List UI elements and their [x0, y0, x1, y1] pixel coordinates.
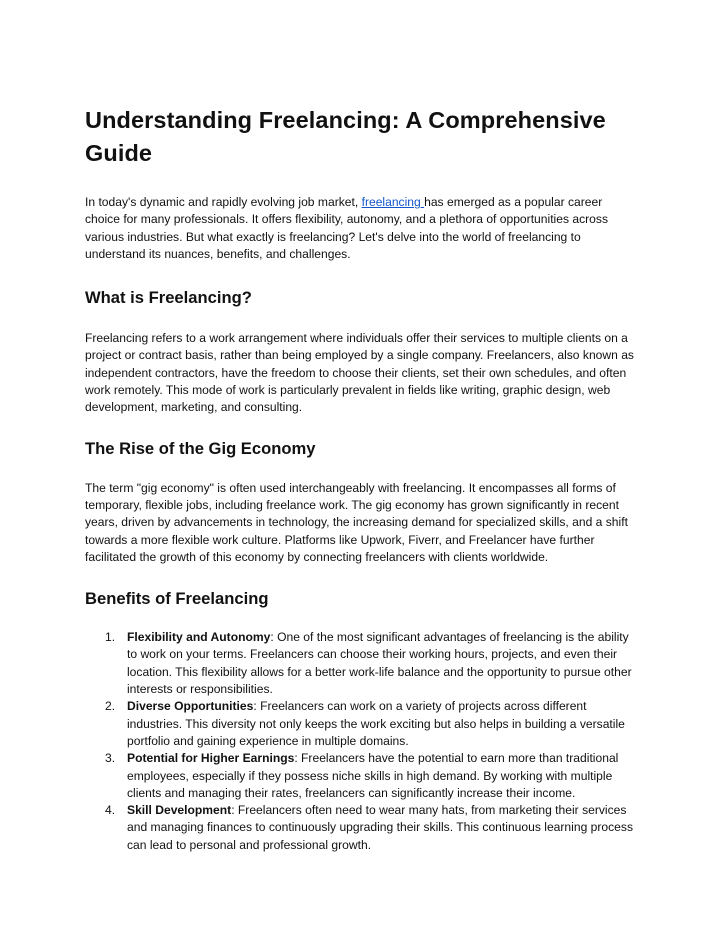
section-heading-what-is-freelancing: What is Freelancing? — [85, 288, 252, 308]
benefits-list — [85, 629, 637, 854]
section-heading-benefits: Benefits of Freelancing — [85, 589, 269, 609]
document-page — [85, 104, 637, 854]
list-item-number: 1. — [105, 630, 116, 645]
list-item-text: : Freelancers have the potential to earn more than traditional employees, especially if they possess niche skills in high demand. By working with multiple clients and managing their rates, freelancers can significantly increase their income. — [127, 751, 619, 800]
list-item — [85, 750, 637, 802]
list-item — [85, 629, 637, 698]
list-item-number: 3. — [105, 751, 116, 766]
list-item-term: Diverse Opportunities — [127, 699, 254, 714]
list-item — [85, 698, 637, 750]
list-item-term: Skill Development — [127, 803, 232, 818]
list-item-term: Potential for Higher Earnings — [127, 751, 295, 766]
list-item-term: Flexibility and Autonomy — [127, 630, 271, 645]
intro-text-after-link: has emerged as a popular career choice for many professionals. It offers flexibility, autonomy, and a plethora of opportunities across various industries. But what exactly is freelancing? Let's delve into the world of freelancing to understand its nuances, benefits, and challenges. — [85, 195, 608, 261]
intro-text-before-link: In today's dynamic and rapidly evolving job market, — [85, 195, 362, 209]
document-title: Understanding Freelancing: A Comprehensive Guide — [85, 107, 606, 166]
section-heading-gig-economy: The Rise of the Gig Economy — [85, 438, 316, 458]
list-item-number: 4. — [105, 803, 116, 818]
list-item-text: : Freelancers often need to wear many hats, from marketing their services and managing finances to continuously upgrading their skills. This continuous learning process can lead to personal and professional growth. — [127, 803, 634, 852]
section-body-gig-economy: The term "gig economy" is often used interchangeably with freelancing. It encompasses all forms of temporary, flexible jobs, including freelance work. The gig economy has grown significantly in recent years, driven by advancements in technology, the increasing demand for specialized skills, and a shift towards a more flexible work culture. Platforms like Upwork, Fiverr, and Freelancer have further facilitated the growth of this economy by connecting freelancers with clients worldwide. — [85, 480, 628, 564]
list-item-number: 2. — [105, 699, 116, 714]
freelancing-link[interactable]: freelancing — [361, 195, 425, 209]
list-item — [85, 802, 637, 854]
intro-paragraph — [85, 194, 637, 263]
list-item-text: : One of the most significant advantages of freelancing is the ability to work on your terms. Freelancers can choose their working hours, projects, and even their location. This flexibility allows for a better work-life balance and the opportunity to pursue other interests or responsibilities. — [127, 630, 632, 697]
section-body-what-is-freelancing: Freelancing refers to a work arrangement where individuals offer their services to multiple clients on a project or contract basis, rather than being employed by a single company. Freelancers, also known as independent contractors, have the freedom to choose their clients, set their own schedules, and often work remotely. This mode of work is particularly prevalent in fields like writing, graphic design, web development, marketing, and consulting. — [85, 331, 634, 415]
list-item-text: : Freelancers can work on a variety of projects across different industries. This diversity not only keeps the work exciting but also helps in building a versatile portfolio and gaining experience in multiple domains. — [127, 699, 625, 748]
